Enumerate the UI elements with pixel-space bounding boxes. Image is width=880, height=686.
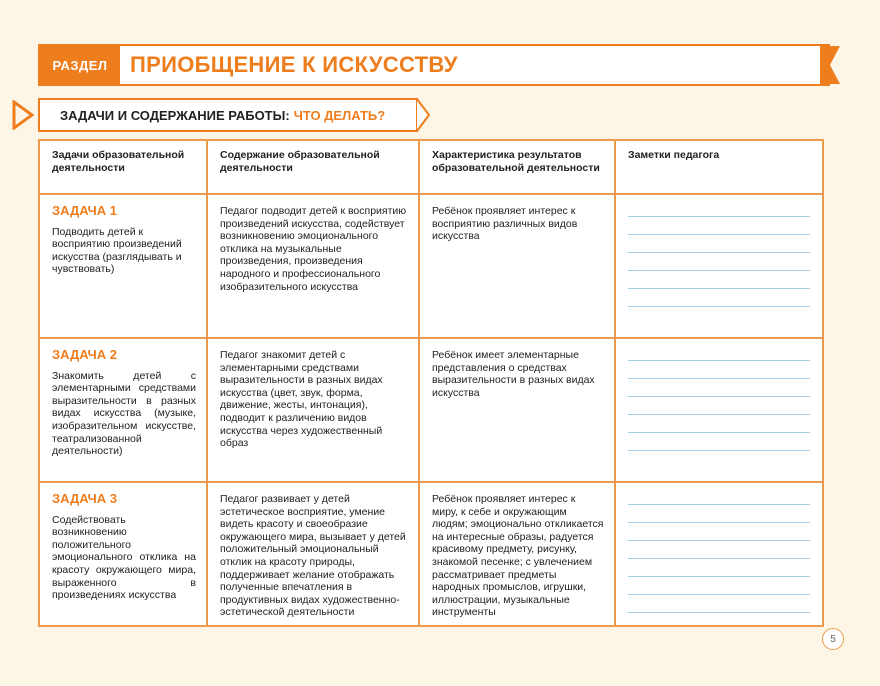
column-header: Задачи образовательной деятельности <box>39 140 207 194</box>
content-cell: Педагог подводит детей к восприятию произведений искусства, содействует возникновению эмоционального отклика на музыкальные произведения, произведения народного и профессионального изобразительного искусства <box>207 194 419 338</box>
task-cell <box>39 194 207 338</box>
column-header: Содержание образовательной деятельности <box>207 140 419 194</box>
task-text: Подводить детей к восприятию произведений искусства (разглядывать и чувствовать) <box>52 225 182 276</box>
task-title: ЗАДАЧА 1 <box>52 203 118 218</box>
table-header-row <box>39 140 823 194</box>
note-line[interactable] <box>628 433 810 451</box>
note-line[interactable] <box>628 253 810 271</box>
column-header: Характеристика результатов образовательной деятельности <box>419 140 615 194</box>
note-line[interactable] <box>628 415 810 433</box>
result-cell: Ребёнок имеет элементарные представления о средствах выразительности в разных видах искусства <box>419 338 615 482</box>
notes-cell[interactable] <box>615 338 823 482</box>
banner-notch-icon <box>820 46 840 84</box>
note-line[interactable] <box>628 559 810 577</box>
notes-cell[interactable] <box>615 194 823 338</box>
subheader-accent: ЧТО ДЕЛАТЬ? <box>293 107 386 123</box>
task-cell <box>39 338 207 482</box>
result-cell: Ребёнок проявляет интерес к миру, к себе и окружающим людям; эмоционально откликается на интересные образы, радуется красивому предмету, рисунку, знакомой песенке; с увлечением рассматривает предметы народных промыслов, игрушки, иллюстрации, музыкальные инструменты <box>419 482 615 626</box>
task-text: Содействовать возникновению положительного эмоционального отклика на красоту окружающего мира, выраженного в произведениях искусства <box>52 513 196 602</box>
task-title: ЗАДАЧА 3 <box>52 491 118 506</box>
notes-cell[interactable] <box>615 482 823 626</box>
note-line[interactable] <box>628 541 810 559</box>
note-line[interactable] <box>628 235 810 253</box>
note-line[interactable] <box>628 577 810 595</box>
note-line[interactable] <box>628 199 810 217</box>
task-cell <box>39 482 207 626</box>
note-line[interactable] <box>628 595 810 613</box>
column-header: Заметки педагога <box>615 140 823 194</box>
page-title: ПРИОБЩЕНИЕ К ИСКУССТВУ <box>130 52 458 77</box>
note-line[interactable] <box>628 487 810 505</box>
note-line[interactable] <box>628 289 810 307</box>
content-cell: Педагог знакомит детей с элементарными средствами выразительности в разных видах искусства (цвет, звук, форма, движение, жесты, интонация), подводит к различению видов искусства через художественный образ <box>207 338 419 482</box>
subheader-banner <box>38 98 418 132</box>
tasks-table <box>38 139 824 627</box>
note-line[interactable] <box>628 361 810 379</box>
table-row <box>39 482 823 626</box>
table-row <box>39 338 823 482</box>
subheader-label: ЗАДАЧИ И СОДЕРЖАНИЕ РАБОТЫ: <box>60 107 290 123</box>
result-cell: Ребёнок проявляет интерес к восприятию различных видов искусства <box>419 194 615 338</box>
section-label: РАЗДЕЛ <box>40 46 120 84</box>
page-number: 5 <box>822 628 844 650</box>
arrow-right-icon <box>12 100 34 130</box>
note-line[interactable] <box>628 505 810 523</box>
task-text: Знакомить детей с элементарными средствами выразительности в разных видах искусства (музыке, изобразительном искусстве, театрализованной деятельности) <box>52 369 196 458</box>
table-row <box>39 194 823 338</box>
note-line[interactable] <box>628 379 810 397</box>
note-line[interactable] <box>628 397 810 415</box>
content-cell: Педагог развивает у детей эстетическое восприятие, умение видеть красоту и своеобразие окружающего мира, вызывает у детей положительный эмоциональный отклик на красоту природы, поддерживает желание отображать полученные впечатления в продуктивных видах художественно-эстетической деятельности <box>207 482 419 626</box>
banner-tip-icon <box>416 98 430 132</box>
task-title: ЗАДАЧА 2 <box>52 347 118 362</box>
note-line[interactable] <box>628 343 810 361</box>
section-banner <box>38 44 830 86</box>
note-line[interactable] <box>628 271 810 289</box>
note-line[interactable] <box>628 523 810 541</box>
note-line[interactable] <box>628 217 810 235</box>
